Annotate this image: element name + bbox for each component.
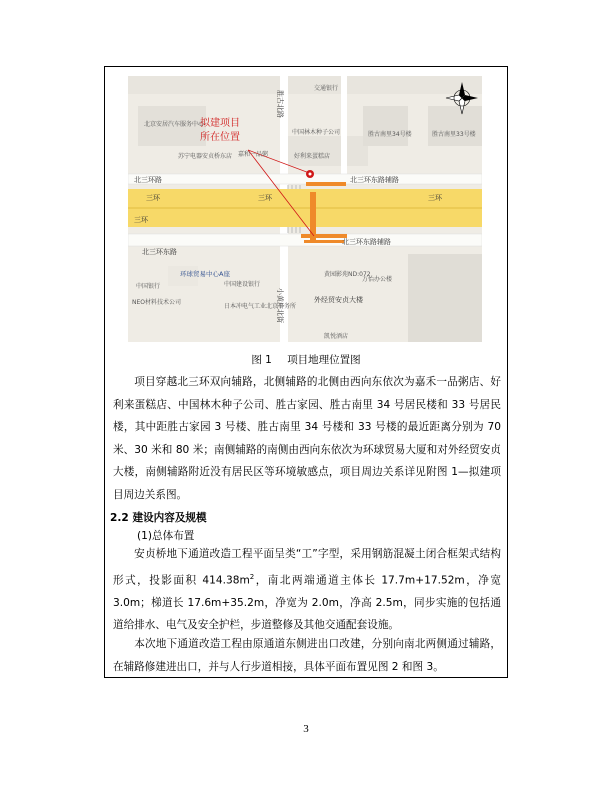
poi-label: 中国建设银行: [224, 281, 261, 288]
poi-label: 好利来蛋糕店: [294, 153, 331, 160]
poi-label: 日本冲电气工业北京事务所: [224, 303, 297, 310]
poi-label: 凯悦酒店: [324, 333, 349, 340]
poi-label: 嘉和一品粥: [238, 151, 269, 158]
paragraph-text: 项目穿越北三环双向辅路，北侧辅路的北侧由西向东依次为嘉禾一品粥店、好利来蛋糕店、中国林木种子公司、胜古家园、胜古南里 34 号居民楼和 33 号居民楼，其中距胜古家园 3 号楼、胜古南里 34 号楼和 33 号楼的最近距离分别为 70 米、30 米和 80 米；南侧辅路的南侧由西向东依次为环球贸易大厦和对外经贸安贞大楼，南侧辅路附近没有居民区等环境敏感点，项目周边关系详见附图 1—拟建项目周边关系图。: [113, 376, 501, 501]
site-label-line1: 拟建项目: [200, 118, 240, 129]
paragraph-layout: [113, 543, 501, 637]
poi-label: 万怡办公楼: [362, 276, 393, 283]
poi-label: 外经贸安贞大楼: [314, 296, 363, 304]
poi-label: 胜古南里34号楼: [368, 131, 412, 138]
road-label: 北三环路: [134, 176, 162, 184]
road-label: 北三环东路: [142, 248, 177, 256]
paragraph-text: 本次地下通道改造工程由原通道东侧进出口改建，分别向南北两侧通过辅路，在辅路修建进出口，并与人行步道相接，具体平面布置见图 2 和图 3。: [113, 638, 501, 673]
location-map: [128, 76, 482, 342]
road-label: 胜古北路: [276, 90, 284, 118]
poi-label: 胜古南里33号楼: [432, 131, 476, 138]
road-label: 小黄庄北街: [276, 288, 284, 323]
figure-caption: [104, 352, 508, 367]
section-heading: 2.2 建设内容及规模: [110, 512, 207, 524]
road-label: 三环: [428, 194, 442, 202]
site-label-line2: 所在位置: [200, 132, 240, 143]
poi-label: 中国林木种子公司: [292, 129, 341, 136]
poi-label: 苏宁电器安贞桥东店: [178, 153, 233, 160]
paragraph-entrances: [113, 633, 501, 678]
road-label: 北三环东路辅路: [350, 176, 399, 184]
poi-label: 环球贸易中心A座: [180, 270, 230, 278]
road-label: 三环: [146, 194, 160, 202]
poi-label: NEO材料技术公司: [132, 299, 182, 306]
page-number: 3: [303, 723, 309, 735]
road-label: 三环: [134, 216, 148, 224]
road-label: 北三环东路辅路: [342, 238, 391, 246]
poi-label: 中国银行: [136, 283, 161, 290]
poi-label: 北京安居汽车服务中心: [144, 121, 205, 128]
paragraph-text: 安贞桥地下通道改造工程平面呈类“工”字型，采用钢筋混凝土闭合框架式结构形式，投影面积 414.38m: [113, 548, 501, 587]
figure-title: 项目地理位置图: [287, 354, 361, 366]
poi-label: 黄园影苑ND:072: [324, 271, 371, 278]
paragraph-surroundings: [113, 371, 501, 506]
figure-number: 图 1: [251, 354, 272, 366]
subheading: (1)总体布置: [137, 530, 195, 542]
paragraph-text: ，南北两端通道主体长 17.7m+17.52m，净宽 3.0m；梯道长 17.6m+35.2m，净宽为 2.0m，净高 2.5m，同步实施的包括通道给排水、电气及安全护栏，步道整修及其他交通配套设施。: [113, 574, 501, 632]
road-label: 三环: [258, 194, 272, 202]
superscript: 2: [249, 572, 255, 581]
poi-label: 交通银行: [314, 85, 339, 92]
